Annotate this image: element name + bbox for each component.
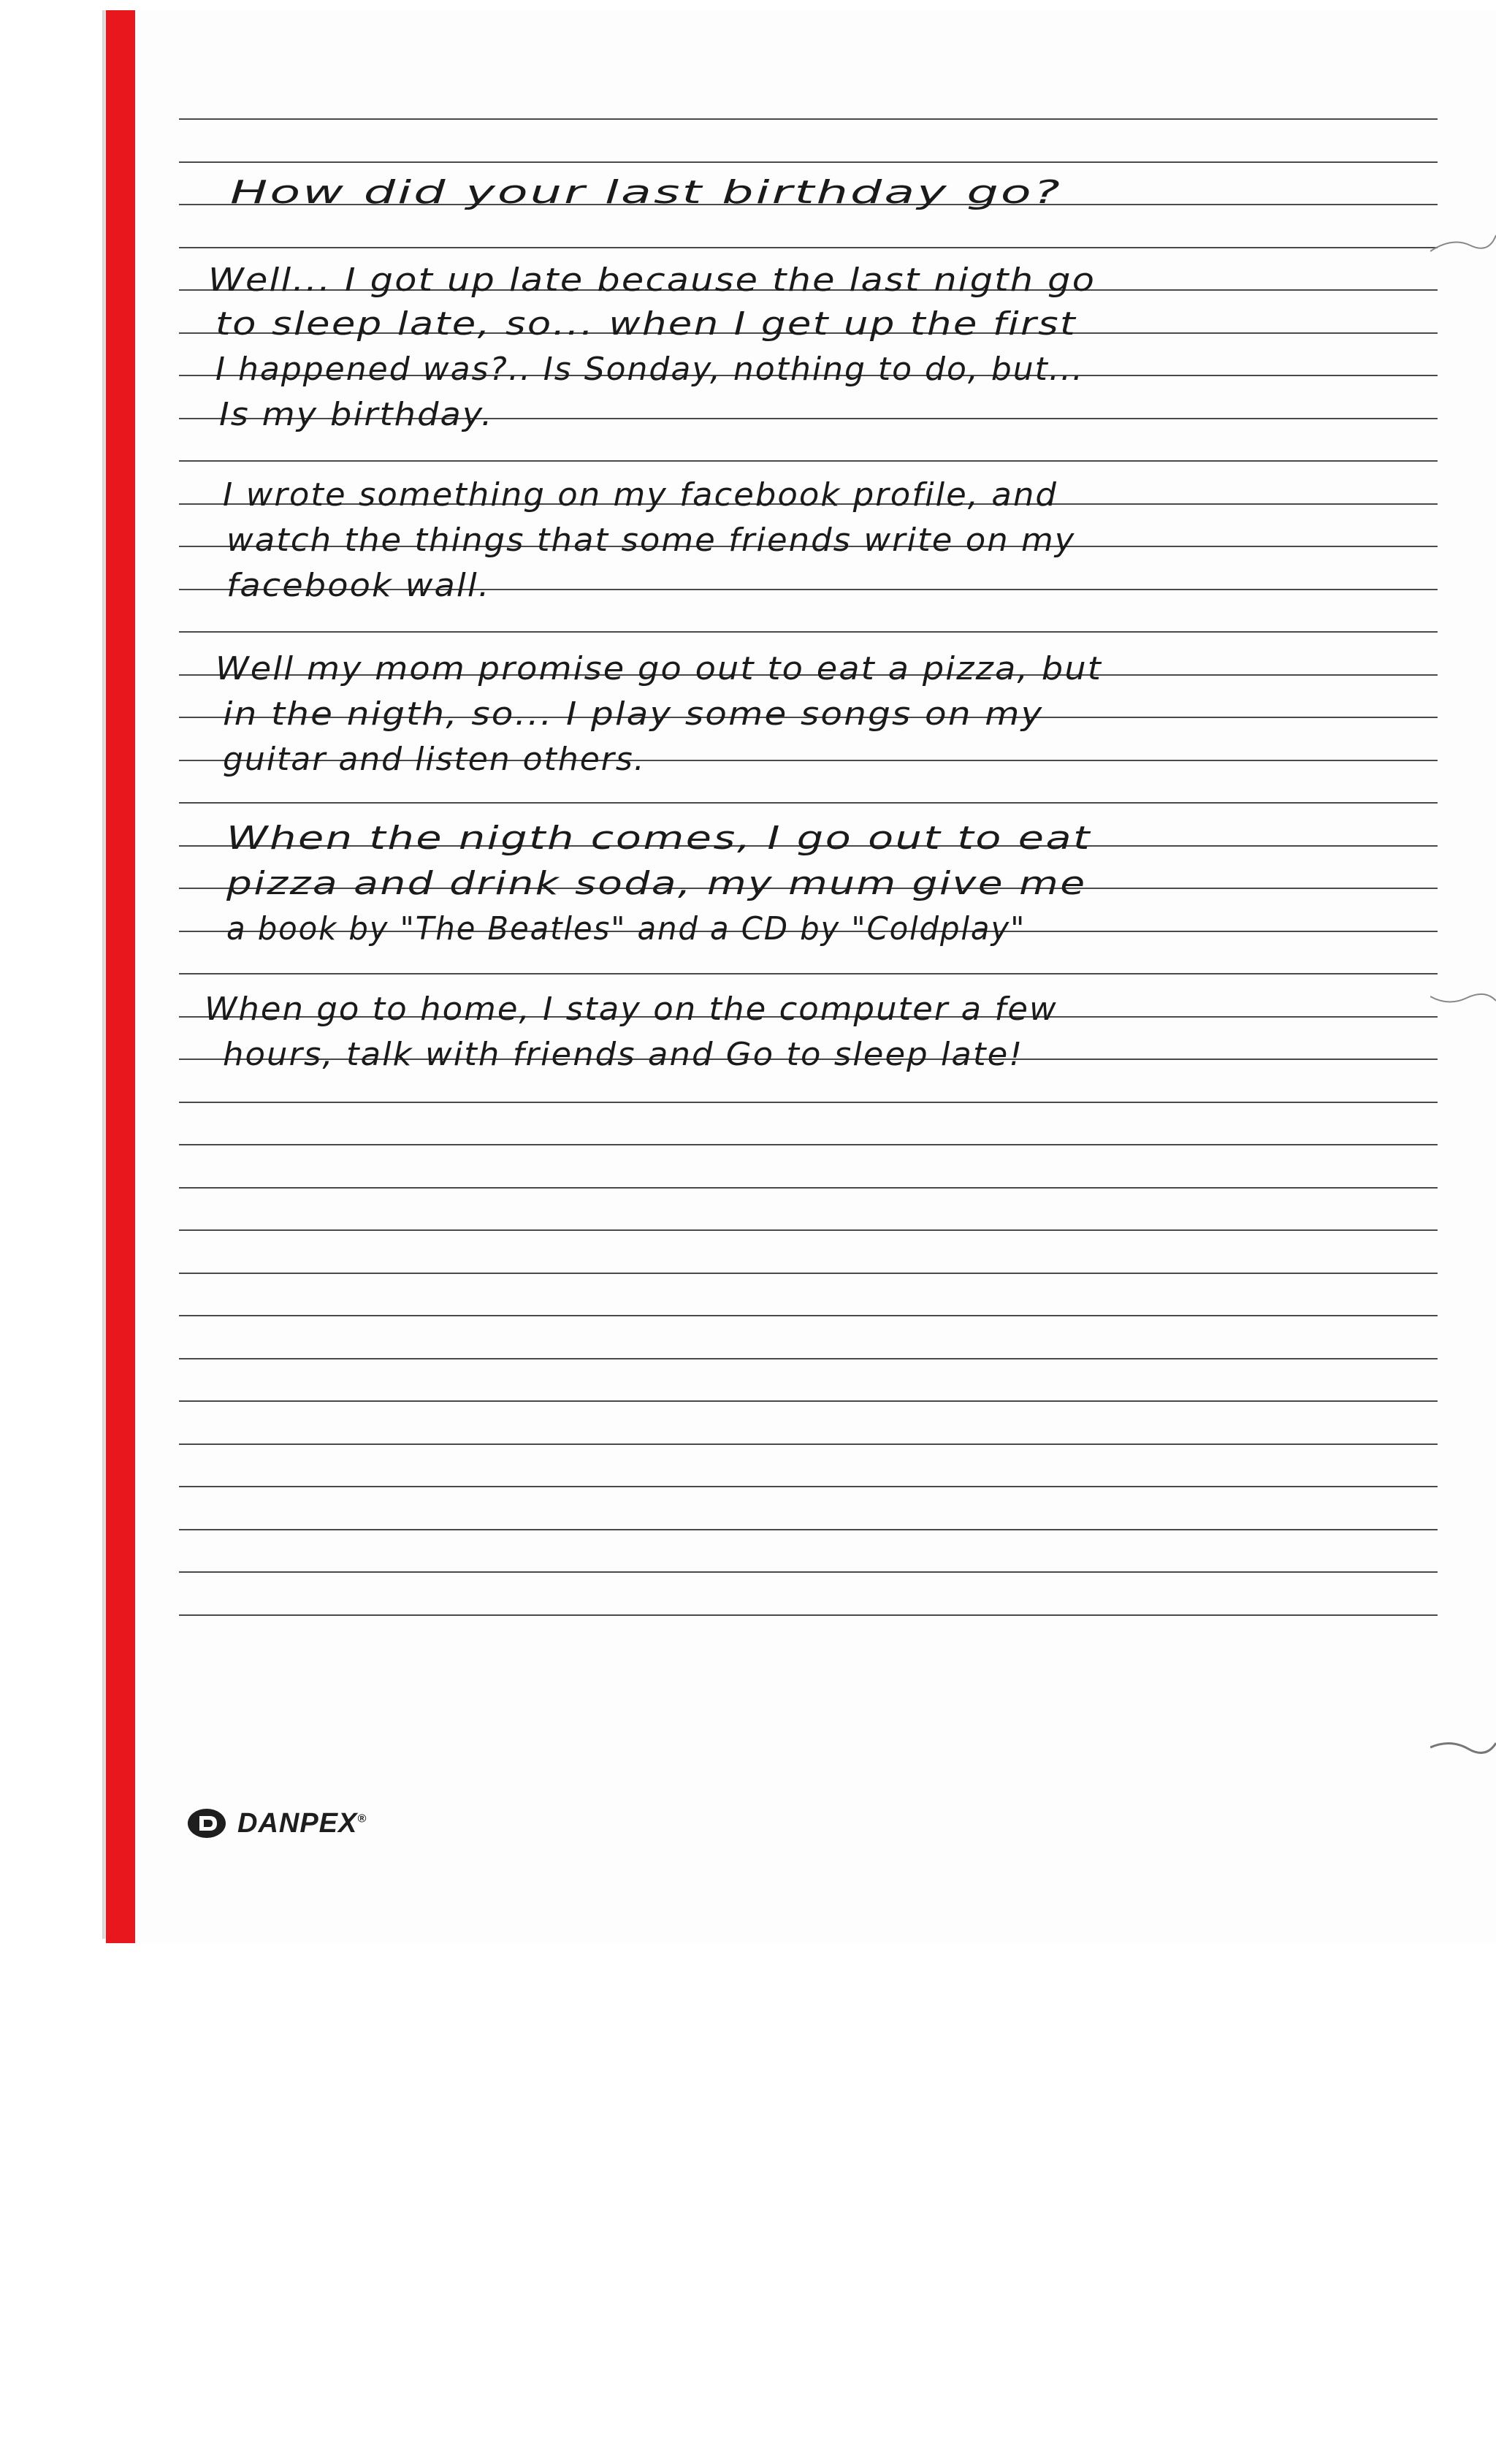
handwritten-line: When go to home, I stay on the computer a few xyxy=(205,991,1058,1028)
handwritten-line: Well... I got up late because the last nigth go xyxy=(208,262,1096,299)
handwritten-line: guitar and listen others. xyxy=(223,741,646,778)
handwritten-line: Is my birthday. xyxy=(219,396,494,433)
handwritten-line: in the nigth, so... I play some songs on my xyxy=(223,695,1044,733)
handwritten-line: facebook wall. xyxy=(226,567,491,604)
handwritten-line: When the nigth comes, I go out to eat xyxy=(226,820,1092,857)
handwritten-line: watch the things that some friends write on my xyxy=(226,522,1076,559)
handwritten-line: I wrote something on my facebook profile, and xyxy=(223,476,1058,514)
handwritten-text xyxy=(106,10,1348,1943)
paper-curl-mark xyxy=(1430,982,1496,1011)
handwritten-line: hours, talk with friends and Go to sleep late! xyxy=(223,1036,1024,1073)
paper-curl-mark xyxy=(1430,229,1496,259)
handwritten-line: a book by "The Beatles" and a CD by "Coldplay" xyxy=(226,910,1026,947)
brand-name: DANPEX® xyxy=(237,1807,367,1839)
handwritten-line: Well my mom promise go out to eat a pizza, but xyxy=(215,650,1102,687)
handwritten-line: I happened was?.. Is Sonday, nothing to do, but... xyxy=(215,351,1084,388)
handwritten-line: to sleep late, so... when I get up the first xyxy=(215,305,1077,343)
handwritten-line: How did your last birthday go? xyxy=(230,174,1062,211)
handwritten-line: pizza and drink soda, my mum give me xyxy=(226,865,1087,902)
danpex-logo-icon xyxy=(186,1807,227,1839)
brand-logo xyxy=(186,1807,367,1839)
paper-curl-mark xyxy=(1430,1734,1496,1763)
